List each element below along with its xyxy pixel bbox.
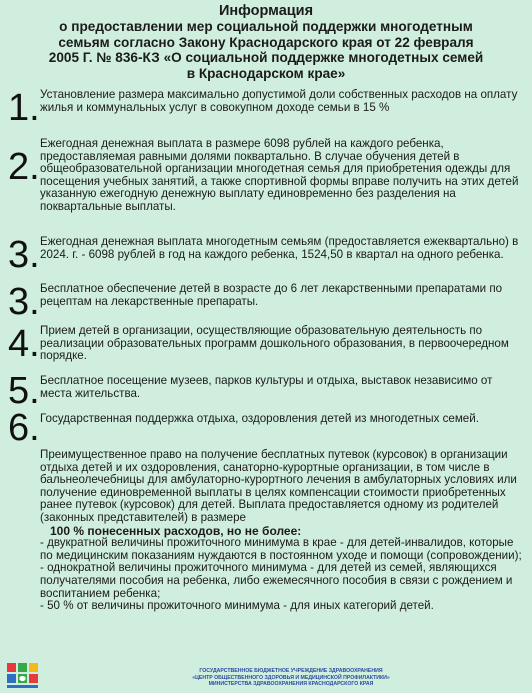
organization-logo-icon [4,661,44,691]
footer [0,659,532,693]
item-text: Бесплатное посещение музеев, парков культуры и отдыха, выставок независимо от места жительства. [40,374,493,400]
item-text: Прием детей в организации, осуществляющие образовательную деятельность по реализации образовательных программ дошкольного образования, в первоочередном порядке. [40,324,509,363]
header-line: о предоставлении мер социальной поддержки многодетным [59,19,473,35]
item-number: 1. [8,87,40,129]
footer-line: «ЦЕНТР ОБЩЕСТВЕННОГО ЗДОРОВЬЯ И МЕДИЦИНСКОЙ ПРОФИЛАКТИКИ» [192,674,390,681]
item-number: 6. [8,407,40,449]
item-number: 3. [8,234,40,276]
benefit-dash-item: - двукратной величины прожиточного минимума в крае - для детей-инвалидов, которые по медицинским показаниям нуждаются в постоянном уходе и помощи (сопровождении); [40,536,522,562]
footer-organization-text [120,668,462,688]
document-title: Информация [218,3,314,19]
item-text: Установление размера максимально допустимой доли собственных расходов на оплату жилья и коммунальных услуг в совокупном доходе семьи в 15 % [40,88,518,114]
item-number: 3. [8,281,40,323]
benefit-limit-heading: 100 % понесенных расходов, но не более: [50,523,302,538]
item-text: Ежегодная денежная выплата многодетным семьям (предоставляется ежеквартально) в 2024. г. - 6098 рублей в год на каждого ребенка, 1524,50 в квартал на одного ребенка. [40,235,519,261]
item-number: 2. [8,146,40,188]
footer-line: ГОСУДАРСТВЕННОЕ БЮДЖЕТНОЕ УЧРЕЖДЕНИЕ ЗДРАВООХРАНЕНИЯ [199,668,383,675]
item-text: Государственная поддержка отдыха, оздоровления детей из многодетных семей. [40,412,479,425]
item-text: Ежегодная денежная выплата в размере 6098 рублей на каждого ребенка, предоставляемая равными долями поквартально. В случае обучения детей в общеобразовательной организации многодетная семья для приобретения одежды для посещения учебных занятий, а также спортивной формы вправе получить на этих детей указанную ежегодную денежную выплату единовременно без разделения на поквартальные выплаты. [40,137,519,213]
benefit-dash-item: - 50 % от величины прожиточного минимума - для иных категорий детей. [40,599,434,613]
header-line: в Краснодарском крае» [186,65,346,81]
header-line: 2005 Г. № 836-КЗ «О социальной поддержке многодетных семей [48,50,484,66]
footer-line: МИНИСТЕРСТВА ЗДРАВООХРАНЕНИЯ КРАСНОДАРСКОГО КРАЯ [208,681,374,688]
document-header [0,0,532,81]
item-number: 5. [8,370,40,412]
benefit-detail-block [40,449,524,613]
header-line: семьям согласно Закону Краснодарского края от 22 февраля [58,34,474,50]
benefit-dash-item: - однократной величины прожиточного минимума - для детей из семей, являющихся получателями пособия на ребенка, либо ежемесячного пособия в связи с рождением и воспитанием ребенка; [40,561,513,600]
item-text: Бесплатное обеспечение детей в возрасте до 6 лет лекарственными препаратами по рецептам на лекарственные препараты. [40,282,503,308]
benefit-paragraph: Преимущественное право на получение бесплатных путевок (курсовок) в организации отдыха детей и их оздоровления, санаторно-курортные организации, в том числе в бальнеолечебницы для амбулаторно-курортного лечения в амбулаторных условиях или получение единовременной выплаты в целях компенсации стоимости приобретенных ранее путевок (курсовок) для детей. Выплата предоставляется одному из родителей (законных представителей) в размере [40,448,517,524]
item-number: 4. [8,323,40,365]
